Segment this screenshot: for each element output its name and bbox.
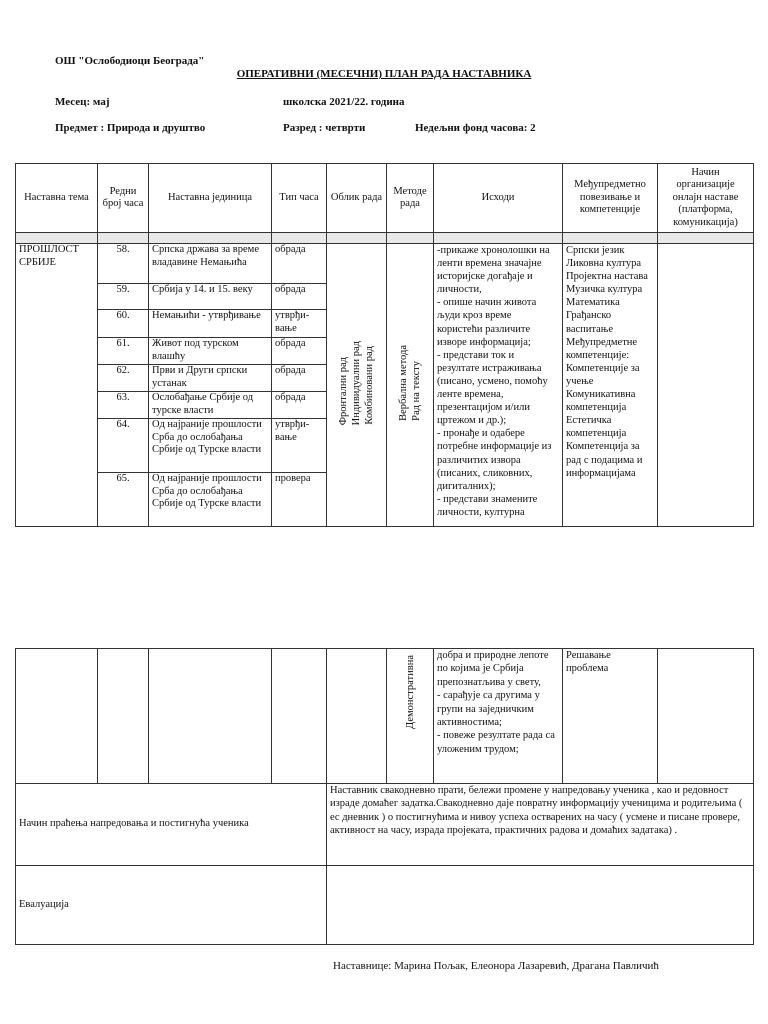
lesson-number: 65. [98, 473, 149, 527]
lesson-type: провера [272, 473, 327, 527]
plan-table-continued [15, 648, 754, 945]
organization-cell [658, 244, 754, 527]
correlation-cell: Српски језик Ликовна култура Пројектна настава Музичка култура Математика Грађанско васпитање Међупредметне компетенције: Компетенције за учење Комуникативна компетенција Естетичка компетенција Компетенција за рад с подацима и информацијама [563, 244, 658, 527]
correlation-continued-cell: Решавање проблема [563, 649, 658, 784]
lesson-type: обрада [272, 365, 327, 392]
lesson-unit: Од најраније прошлости Срба до ослобађања Србије од Турске власти [149, 419, 272, 473]
methods-continued-cell [387, 649, 434, 784]
month-label: Месец: мај [55, 96, 110, 108]
lesson-number: 63. [98, 392, 149, 419]
col-header-organization: Начин организације онлајн наставе (платформа, комуникација) [658, 164, 754, 233]
lesson-unit: Српска држава за време владавине Немањића [149, 244, 272, 284]
school-name: ОШ "Ослободиоци Београда" [55, 55, 205, 67]
spacer-row [16, 233, 754, 244]
table-row [16, 244, 754, 284]
col-header-methods: Методе рада [387, 164, 434, 233]
teachers-signature: Наставнице: Марина Пољак, Елеонора Лазаревић, Драгана Павличић [333, 960, 659, 972]
evaluation-text [327, 866, 754, 945]
lesson-unit: Живот под турском влашћу [149, 338, 272, 365]
table-header-row [16, 164, 754, 233]
col-header-topic: Наставна тема [16, 164, 98, 233]
evaluation-row [16, 866, 754, 945]
monitoring-label: Начин праћења напредовања и постигнућа ученика [16, 784, 327, 866]
form-combined: Комбиновани рад [364, 346, 375, 425]
col-header-outcomes: Исходи [434, 164, 563, 233]
monitoring-text: Наставник свакодневно прати, бележи промене у напредовању ученика , као и редовност израде домаћег задатка.Свакодневно даје повратну информацију ученицима и родитељима ( ес дневник ) о постигнућима и нивоу успеха остварених на часу ( усмене и писане провере, активност на часу, израда пројеката, практичних радова и домаћих задатака) . [327, 784, 754, 866]
form-individual: Индивидуални рад [351, 340, 362, 425]
lesson-number: 60. [98, 310, 149, 338]
school-year-label: школска 2021/22. година [283, 96, 405, 108]
lesson-type: утврђи-вање [272, 419, 327, 473]
methods-cell [387, 244, 434, 527]
lesson-number: 64. [98, 419, 149, 473]
form-frontal: Фронтални рад [338, 356, 349, 425]
page-title: ОПЕРАТИВНИ (МЕСЕЧНИ) ПЛАН РАДА НАСТАВНИКА [236, 68, 532, 80]
table-row [16, 649, 754, 784]
weekly-hours-label: Недељни фонд часова: 2 [415, 122, 536, 134]
form-cell [327, 244, 387, 527]
monitoring-row [16, 784, 754, 866]
col-header-form: Облик рада [327, 164, 387, 233]
lesson-unit: Србија у 14. и 15. веку [149, 284, 272, 310]
lesson-type: обрада [272, 392, 327, 419]
grade-label: Разред : четврти [283, 122, 366, 134]
outcomes-cell: -прикаже хронолошки на ленти времена значајне историјске догађаје и личности, - опише начин живота људи кроз време користећи различите изворе информација; - представи ток и резултате истраживања (писано, усмено, помоћу ленте времена, презентацијом и/или цртежом и др.); - пронађе и одабере потребне информације из различитих извора (писаних, сликовних, дигиталних); - представи знамените личности, културна [434, 244, 563, 527]
lesson-unit: Ослобађање Србије од турске власти [149, 392, 272, 419]
lesson-number: 59. [98, 284, 149, 310]
lesson-type: обрада [272, 338, 327, 365]
lesson-number: 58. [98, 244, 149, 284]
lesson-unit: Немањићи - утврђивање [149, 310, 272, 338]
topic-cell: ПРОШЛОСТ СРБИЈЕ [16, 244, 98, 527]
col-header-type: Тип часа [272, 164, 327, 233]
subject-label: Предмет : Природа и друштво [55, 122, 206, 134]
method-text: Рад на тексту [411, 360, 422, 421]
col-header-correlation: Међупредметно повезивање и компетенције [563, 164, 658, 233]
lesson-type: обрада [272, 284, 327, 310]
lesson-type: обрада [272, 244, 327, 284]
lesson-type: утврђи-вање [272, 310, 327, 338]
col-header-unit: Наставна јединица [149, 164, 272, 233]
plan-table [15, 163, 754, 527]
lesson-number: 62. [98, 365, 149, 392]
method-verbal: Вербална метода [398, 344, 409, 421]
lesson-number: 61. [98, 338, 149, 365]
col-header-number: Редни број часа [98, 164, 149, 233]
lesson-unit: Први и Други српски устанак [149, 365, 272, 392]
lesson-unit: Од најраније прошлости Срба до ослобађања Србије од Турске власти [149, 473, 272, 527]
method-demonstrative: Демонстративна [404, 655, 416, 729]
outcomes-continued-cell: добра и природне лепоте по којима је Србија препознатљива у свету, - сарађује са другима у групи на заједничким активностима; - повеже резултате рада са уложеним трудом; [434, 649, 563, 784]
evaluation-label: Евалуација [16, 866, 327, 945]
